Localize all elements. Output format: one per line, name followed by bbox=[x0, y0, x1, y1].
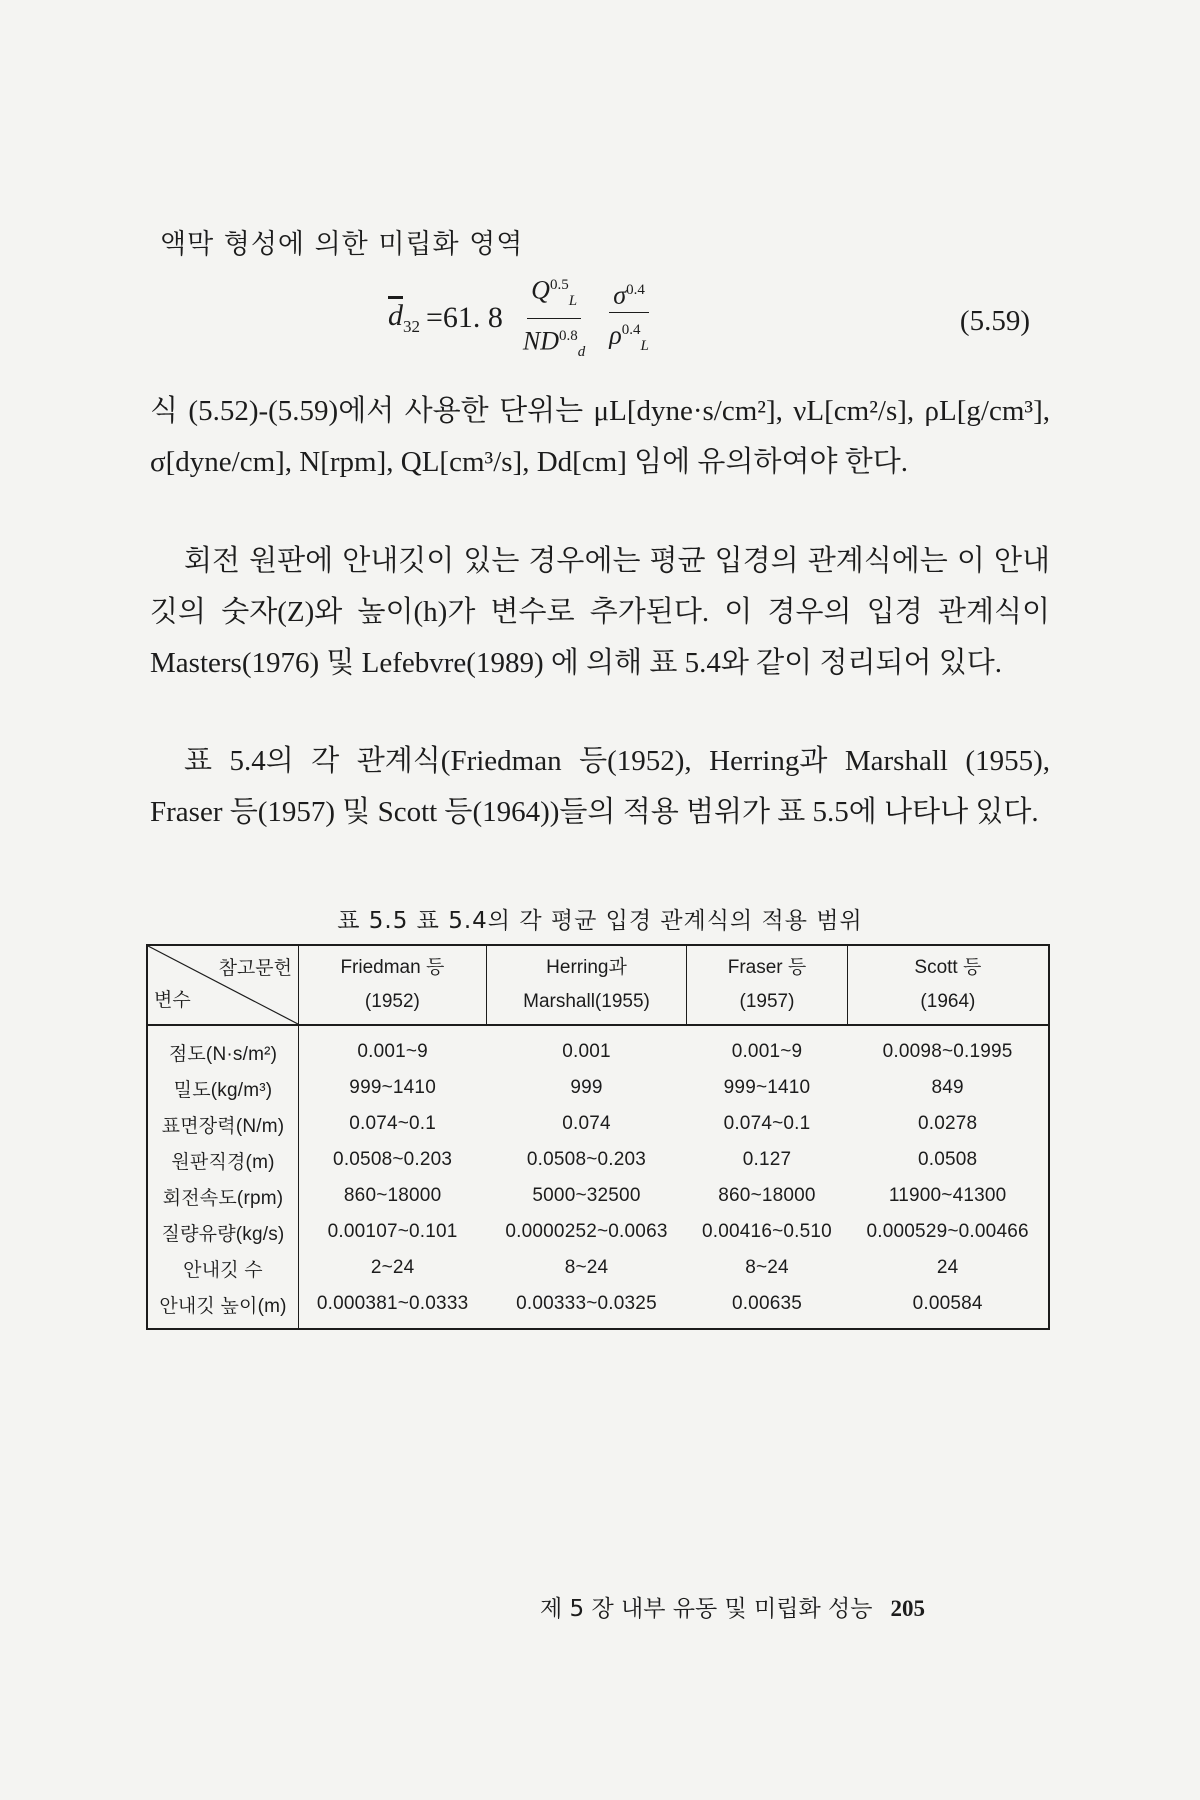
table-cell: 11900~41300 bbox=[888, 1185, 1007, 1206]
table-row bbox=[147, 1178, 1049, 1214]
row-variable: 밀도(kg/m³) bbox=[147, 1070, 299, 1106]
table-cell: 0.000529~0.00466 bbox=[866, 1221, 1029, 1242]
paragraph-application-range: 표 5.4의 각 관계식(Friedman 등(1952), Herring과 Marshall (1955), Fraser 등(1957) 및 Scott 등(1964))들의 적용 범위가 표 5.5에 나타나 있다. bbox=[150, 745, 1050, 828]
page-footer bbox=[540, 1590, 925, 1623]
table-cell: 0.00107~0.101 bbox=[327, 1221, 458, 1242]
table-header-row bbox=[147, 945, 1049, 1025]
table-row bbox=[147, 1142, 1049, 1178]
application-range-table bbox=[146, 944, 1050, 1330]
table-cell: 0.000381~0.0333 bbox=[316, 1293, 469, 1314]
paragraph-guide-vanes: 회전 원판에 안내깃이 있는 경우에는 평균 입경의 관계식에는 이 안내깃의 숫자(Z)와 높이(h)가 변수로 추가된다. 이 경우의 입경 관계식이 Masters(1976) 및 Lefebvre(1989) 에 의해 표 5.4와 같이 정리되어 있다. bbox=[150, 545, 1050, 679]
table-row bbox=[147, 1214, 1049, 1250]
equation-coefficient: =61. 8 bbox=[426, 301, 503, 334]
table-caption: 표 5.5 표 5.4의 각 평균 입경 관계식의 적용 범위 bbox=[337, 908, 863, 934]
table-corner-cell bbox=[147, 945, 299, 1025]
table-cell: 0.074~0.1 bbox=[723, 1113, 811, 1134]
section-heading: 액막 형성에 의한 미립화 영역 bbox=[160, 229, 524, 260]
chapter-title: 제 5 장 내부 유동 및 미립화 성능 bbox=[540, 1596, 873, 1622]
column-header: Friedman 등 (1952) bbox=[299, 945, 487, 1025]
table-row bbox=[147, 1070, 1049, 1106]
row-variable: 안내깃 높이(m) bbox=[147, 1286, 299, 1329]
table-cell: 999~1410 bbox=[723, 1077, 811, 1098]
column-header: Herring과 Marshall(1955) bbox=[486, 945, 686, 1025]
table-cell: 0.001~9 bbox=[731, 1041, 803, 1062]
corner-label-variable: 변수 bbox=[154, 990, 191, 1011]
table-cell: 849 bbox=[931, 1077, 964, 1098]
table-cell: 0.00584 bbox=[912, 1293, 983, 1314]
table-cell: 0.00333~0.0325 bbox=[516, 1293, 657, 1314]
table-cell: 0.001~9 bbox=[357, 1041, 428, 1062]
table-row bbox=[147, 1286, 1049, 1329]
table-cell: 0.0508 bbox=[917, 1149, 978, 1170]
table-cell: 0.00416~0.510 bbox=[702, 1221, 832, 1242]
fraction-flow-rate: $\frac{Q^{0.5}_L}{ND^{0.8}_d}$ bbox=[519, 268, 589, 369]
corner-label-references: 참고문헌 bbox=[218, 958, 292, 979]
table-cell: 0.00635 bbox=[731, 1293, 803, 1314]
table-row bbox=[147, 1106, 1049, 1142]
row-variable: 회전속도(rpm) bbox=[147, 1178, 299, 1214]
table-cell: 0.001 bbox=[562, 1041, 611, 1062]
table-cell: 999~1410 bbox=[349, 1077, 436, 1098]
table-cell: 2~24 bbox=[370, 1257, 415, 1278]
row-variable: 점도(N·s/m²) bbox=[147, 1025, 299, 1070]
table-cell: 860~18000 bbox=[343, 1185, 442, 1206]
table-row bbox=[147, 1025, 1049, 1070]
row-variable: 표면장력(N/m) bbox=[147, 1106, 299, 1142]
table-cell: 8~24 bbox=[564, 1257, 609, 1278]
table-cell: 0.127 bbox=[742, 1149, 792, 1170]
column-header: Fraser 등 (1957) bbox=[687, 945, 848, 1025]
fraction-surface-tension: $\frac{\sigma^{0.4}}{\rho^{0.4}_L}$ bbox=[605, 273, 653, 364]
row-variable: 원판직경(m) bbox=[147, 1142, 299, 1178]
equation-lhs: $\overline{d}_{32}$ bbox=[388, 299, 420, 336]
column-header: Scott 등 (1964) bbox=[847, 945, 1049, 1025]
table-cell: 24 bbox=[936, 1257, 959, 1278]
table-cell: 8~24 bbox=[745, 1257, 789, 1278]
row-variable: 안내깃 수 bbox=[147, 1250, 299, 1286]
table-cell: 0.0508~0.203 bbox=[333, 1149, 453, 1170]
table-cell: 0.0000252~0.0063 bbox=[505, 1221, 668, 1242]
table-cell: 0.0098~0.1995 bbox=[882, 1041, 1013, 1062]
row-variable: 질량유량(kg/s) bbox=[147, 1214, 299, 1250]
table-cell: 0.0278 bbox=[917, 1113, 978, 1134]
equation-5-59 bbox=[388, 275, 661, 360]
table-cell: 0.074 bbox=[562, 1113, 611, 1134]
table-cell: 5000~32500 bbox=[532, 1185, 641, 1206]
table-cell: 0.074~0.1 bbox=[349, 1113, 437, 1134]
table-cell: 999 bbox=[570, 1077, 603, 1098]
table-cell: 0.0508~0.203 bbox=[526, 1149, 647, 1170]
page-number: 205 bbox=[890, 1596, 925, 1621]
table-cell: 860~18000 bbox=[718, 1185, 816, 1206]
table-row bbox=[147, 1250, 1049, 1286]
equation-number: (5.59) bbox=[959, 305, 1030, 337]
paragraph-units: 식 (5.52)-(5.59)에서 사용한 단위는 μL[dyne·s/cm²], νL[cm²/s], ρL[g/cm³], σ[dyne/cm], N[rpm], QL[cm³/s], Dd[cm] 임에 유의하여야 한다. bbox=[150, 395, 1050, 478]
